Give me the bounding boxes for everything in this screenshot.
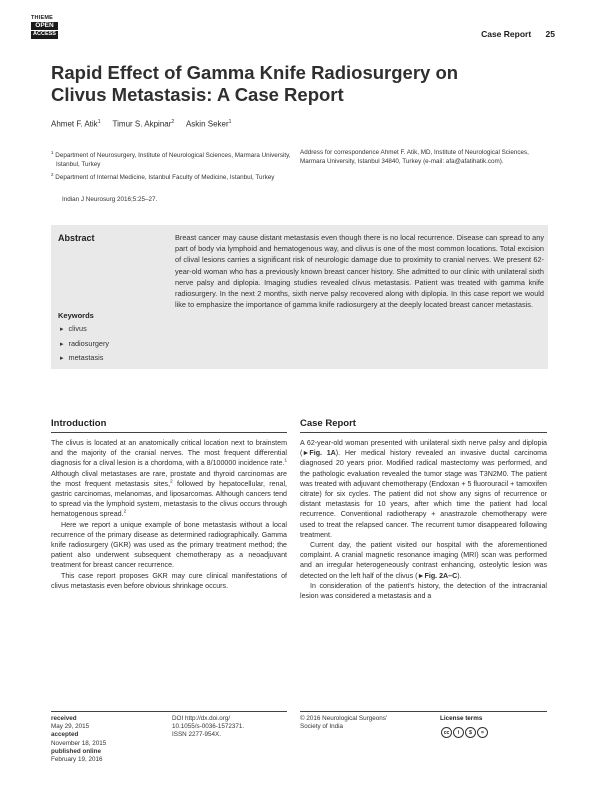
page-number: 25 <box>545 29 555 39</box>
running-header <box>481 29 555 39</box>
introduction-heading: Introduction <box>51 418 107 429</box>
footer-rule-right <box>300 711 547 712</box>
affiliation: $^2$ Department of Internal Medicine, Istanbul Faculty of Medicine, Istanbul, Turkey <box>51 171 275 181</box>
article-title-line-1: Rapid Effect of Gamma Knife Radiosurgery on <box>51 62 459 83</box>
running-header-section: Case Report <box>481 29 532 39</box>
figure-link[interactable]: ►Fig. 2A–C <box>417 571 458 580</box>
logo-open: OPEN <box>31 22 58 30</box>
introduction-body <box>51 438 287 591</box>
author-affiliation-mark: 1 <box>228 119 232 125</box>
history-date: May 29, 2015 <box>51 723 90 731</box>
case-report-body <box>300 438 547 601</box>
author-name: Timur S. Akpinar <box>112 119 172 129</box>
history-label: published online <box>51 747 102 755</box>
article-title-line-2: Clivus Metastasis: A Case Report <box>51 84 344 105</box>
logo-access: ACCESS <box>31 30 58 38</box>
figure-link[interactable]: ►Fig. 1A <box>302 449 336 458</box>
paragraph: Here we report a unique example of bone metastasis without a local recurrence of the primary disease as determined radiographically. Gamma knife radiosurgery (GKR) was used as the primary treatment method; the patient also underwent subsequent chemotherapy as a neoadjuvant treatment for breast cancer recurrence. <box>51 520 287 570</box>
noderivatives-icon: = <box>477 727 488 738</box>
keyword-item: ▸ metastasis <box>60 351 109 366</box>
author-name: Ahmet F. Atik <box>51 119 98 129</box>
citation-mark: 2 <box>170 478 173 484</box>
correspondence-address: Address for correspondence Ahmet F. Atik, MD, Institute of Neurological Sciences, Marmara University, Istanbul 34840, Turkey (e-mail: afa@afatihatik.com). <box>300 149 529 165</box>
abstract-heading: Abstract <box>58 233 95 243</box>
keyword-list <box>60 322 109 366</box>
paragraph: The clivus is located at an anatomically critical location next to brainstem and the majority of the cranial nerves. The most frequent differential diagnosis for a clival lesion is a chordoma, with a 8/100000 incidence rate.$^1$ Although clival metastases are rare, prostate and thyroid carcinomas are the most frequent metastasis sites,$^2$ followed by hepatocellular, renal, gastric carcinomas, melanomas, and liposarcomas. Although cancers tend to spread via the lymphoid system, metastasis to the clivus occurs through hematogenous spread.$^2$ <box>51 439 287 519</box>
citation-mark: 2 <box>123 509 127 515</box>
author-list <box>51 119 231 129</box>
keywords-heading: Keywords <box>58 311 94 320</box>
keyword-item: ▸ radiosurgery <box>60 337 109 352</box>
case-report-heading: Case Report <box>300 418 356 429</box>
noncommercial-icon: $ <box>465 727 476 738</box>
doi-line[interactable]: DOI http://dx.doi.org/ <box>172 715 231 722</box>
abstract-text: Breast cancer may cause distant metastasis even though there is no local recurrence. Disease can spread to any part of body via lymphoid and hematogenous way, and clivus is one of the most common locations. Total excision of clival lesions carries a significant risk of neurologic damage due to proximity to cranial nerves. We present 62-year-old woman who has a previously known breast cancer history. She admitted to our clinic with unilateral sixth nerve palsy and diplopia. Imaging studies revealed clivus metastasis. Patient was treated with gamma knife radiosurgery. In the next 2 months, sixth nerve palsy recovered along with diplopia. In this case report we would like to emphasize the importance of gamma knife radiosurgery at the deeply located breast cancer metastasis. <box>175 233 544 310</box>
affiliation: $^1$ Department of Neurosurgery, Institute of Neurological Sciences, Marmara University, Istanbul, Turkey <box>51 150 291 168</box>
copyright-notice: © 2016 Neurological Surgeons' Society of India <box>300 715 388 731</box>
paragraph: This case report proposes GKR may cure clinical manifestations of clivus metastasis even before obvious shrinkage occurs. <box>51 571 287 590</box>
license-icons[interactable] <box>441 727 488 738</box>
by-icon: i <box>453 727 464 738</box>
author-name: Askin Seker <box>185 119 229 129</box>
article-history <box>51 715 106 764</box>
footer-rule-left <box>51 711 287 712</box>
paragraph: In consideration of the patient's history, the detection of the intracranial lesion was considered a metastasis and a <box>300 581 547 601</box>
license-terms-label[interactable]: License terms <box>440 715 483 722</box>
issn-line: ISSN 2277-954X. <box>172 731 222 739</box>
author-affiliation-mark: 1 <box>97 119 101 125</box>
open-access-logo <box>31 15 58 39</box>
case-report-rule <box>300 432 547 433</box>
cc-icon: cc <box>441 727 452 738</box>
doi-info <box>172 715 244 740</box>
introduction-rule <box>51 432 287 433</box>
article-title <box>51 62 471 106</box>
citation-mark: 1 <box>284 458 287 464</box>
history-date: February 19, 2016 <box>51 756 103 764</box>
affiliations <box>51 149 291 184</box>
paragraph: Current day, the patient visited our hospital with the aforementioned complaint. A cranial magnetic resonance imaging (MRI) scan was performed and an irregular heterogeneously contrast enhancing, osteolytic lesion was detected on the left half of the clivus (►Fig. 2A–C). <box>300 541 547 580</box>
journal-citation: Indian J Neurosurg 2016;5:25–27. <box>62 196 158 203</box>
history-label: accepted <box>51 731 79 739</box>
doi-line[interactable]: 10.1055/s-0036-1572371. <box>172 723 245 731</box>
history-date: November 18, 2015 <box>51 739 107 747</box>
paragraph: A 62-year-old woman presented with unilateral sixth nerve palsy and diplopia (►Fig. 1A). Her medical history revealed an invasive ductal carcinoma diagnosed 20 years prior. Modified radical mastectomy was performed, and the pathologic evaluation revealed the tumor stage was T3N2M0. The patient was treated with adjuvant chemotherapy (Endoxan + 5 fluorouracil + tamoxifen citrate) for six cycles. The patient did not show any signs of recurrence or distant metastasis for 10 years, after which time the patient had local recurrence. Conventional radiotherapy + anastrazole chemotherapy were used to treat the relapsed cancer. The recurrent tumor disappeared following treatment. <box>300 439 548 539</box>
logo-publisher: THIEME <box>31 15 53 21</box>
author-affiliation-mark: 2 <box>171 119 175 125</box>
history-label: received <box>51 715 77 722</box>
keyword-item: ▸ clivus <box>60 322 109 337</box>
